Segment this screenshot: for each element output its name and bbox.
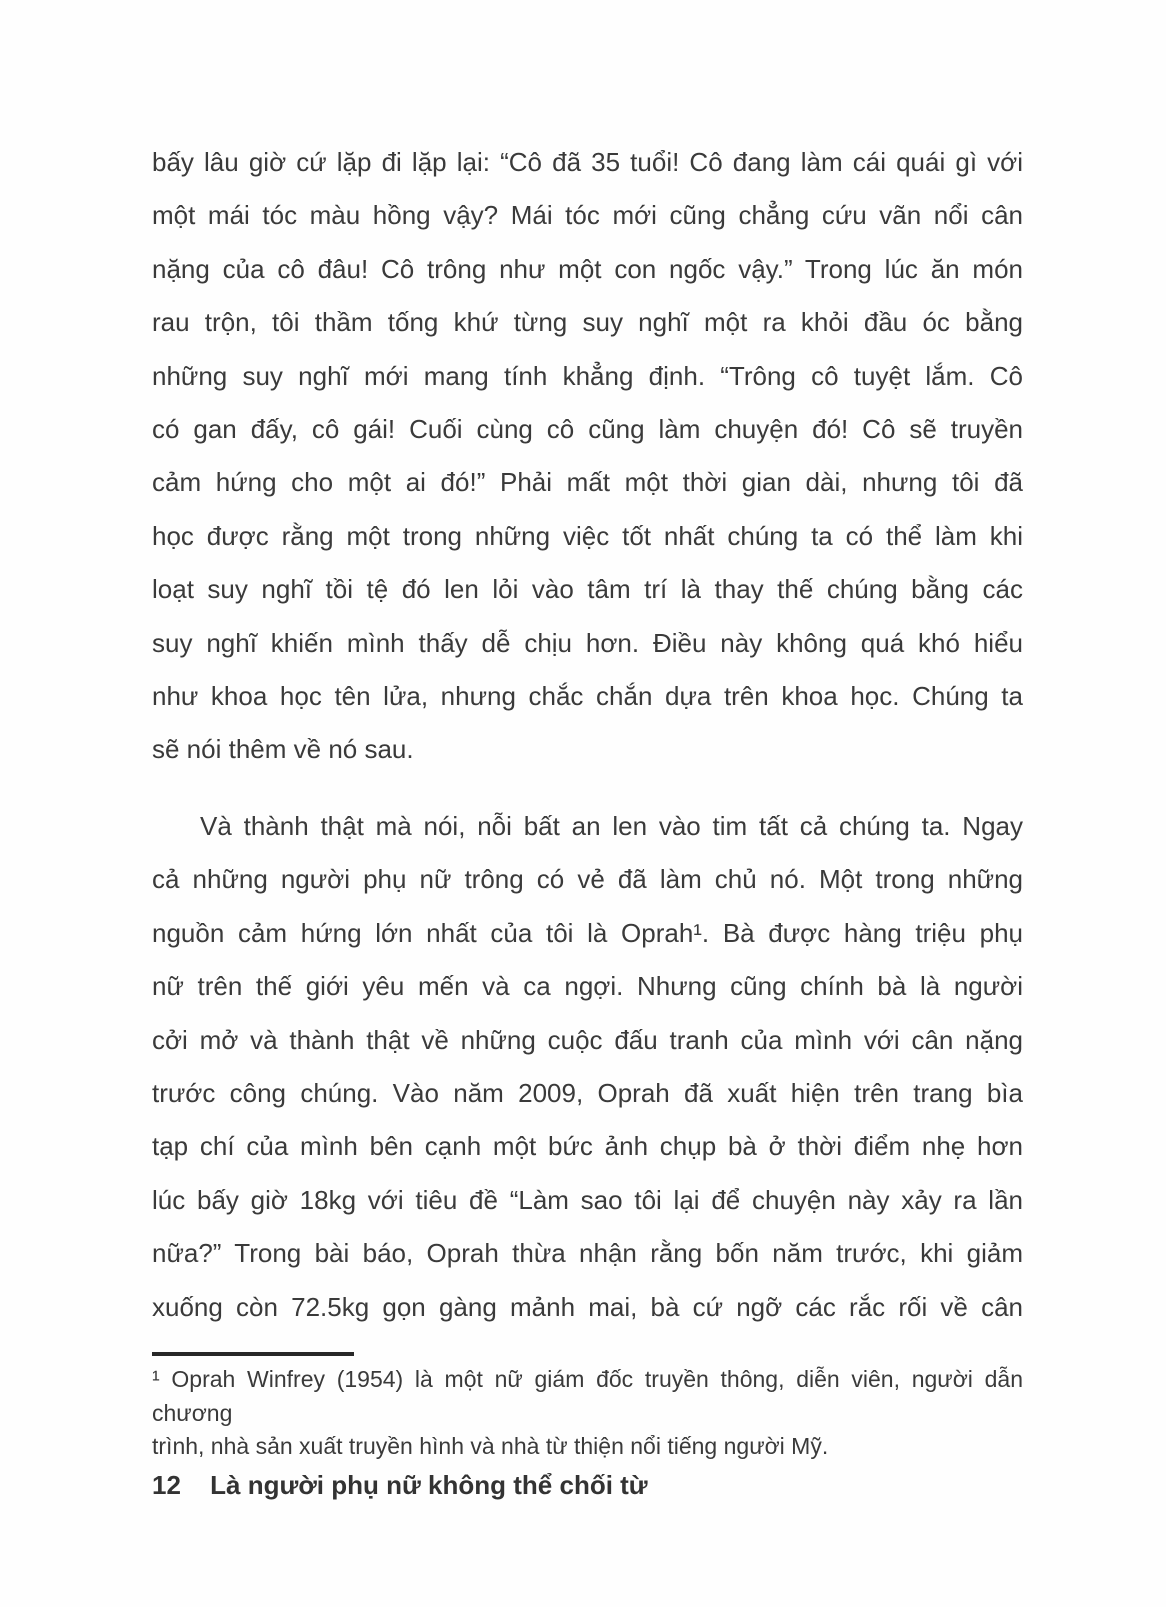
text-line: nặng của cô đâu! Cô trông như một con ngốc vậy.” Trong lúc ăn món <box>152 253 1023 284</box>
footnote-line: trình, nhà sản xuất truyền hình và nhà từ thiện nổi tiếng người Mỹ. <box>152 1433 829 1459</box>
page-footer <box>152 1468 1023 1502</box>
text-line: cảm hứng cho một ai đó!” Phải mất một thời gian dài, nhưng tôi đã <box>152 467 1023 498</box>
text-line: trước công chúng. Vào năm 2009, Oprah đã xuất hiện trên trang bìa <box>152 1077 1023 1108</box>
text-line: bấy lâu giờ cứ lặp đi lặp lại: “Cô đã 35 tuổi! Cô đang làm cái quái gì với <box>152 147 1023 177</box>
page-body <box>152 136 1023 1334</box>
text-line: cả những người phụ nữ trông có vẻ đã làm chủ nó. Một trong những <box>152 864 1023 895</box>
text-line: lúc bấy giờ 18kg với tiêu đề “Làm sao tôi lại để chuyện này xảy ra lần <box>152 1184 1023 1215</box>
footnote-separator <box>152 1352 354 1356</box>
text-line: như khoa học tên lửa, nhưng chắc chắn dựa trên khoa học. Chúng ta <box>152 681 1023 712</box>
footnote <box>152 1363 1023 1464</box>
text-line: rau trộn, tôi thầm tống khứ từng suy nghĩ một ra khỏi đầu óc bằng <box>152 307 1023 338</box>
text-line: cởi mở và thành thật về những cuộc đấu tranh của mình với cân nặng <box>152 1024 1023 1055</box>
text-line: xuống còn 72.5kg gọn gàng mảnh mai, bà cứ ngỡ các rắc rối về cân <box>152 1291 1023 1322</box>
text-line: suy nghĩ khiến mình thấy dễ chịu hơn. Điều này không quá khó hiểu <box>152 627 1023 658</box>
text-line: nguồn cảm hứng lớn nhất của tôi là Oprah¹. Bà được hàng triệu phụ <box>152 917 1023 948</box>
text-line: sẽ nói thêm về nó sau. <box>152 734 414 765</box>
text-line: tạp chí của mình bên cạnh một bức ảnh chụp bà ở thời điểm nhẹ hơn <box>152 1131 1023 1162</box>
page-number: 12 <box>152 1470 181 1500</box>
text-line: học được rằng một trong những việc tốt nhất chúng ta có thể làm khi <box>152 520 1023 551</box>
text-line: nữ trên thế giới yêu mến và ca ngợi. Nhưng cũng chính bà là người <box>152 971 1023 1002</box>
text-line: một mái tóc màu hồng vậy? Mái tóc mới cũng chẳng cứu vãn nổi cân <box>152 200 1023 231</box>
text-line: Và thành thật mà nói, nỗi bất an len vào tim tất cả chúng ta. Ngay <box>200 810 1023 841</box>
text-line: những suy nghĩ mới mang tính khẳng định. “Trông cô tuyệt lắm. Cô <box>152 360 1023 391</box>
paragraph-2 <box>152 800 1023 1334</box>
text-line: nữa?” Trong bài báo, Oprah thừa nhận rằng bốn năm trước, khi giảm <box>152 1238 1023 1269</box>
text-line: có gan đấy, cô gái! Cuối cùng cô cũng làm chuyện đó! Cô sẽ truyền <box>152 414 1023 445</box>
paragraph-1 <box>152 136 1023 777</box>
footnote-line: ¹ Oprah Winfrey (1954) là một nữ giám đốc truyền thông, diễn viên, người dẫn chương <box>152 1366 1023 1426</box>
running-book-title: Là người phụ nữ không thể chối từ <box>210 1470 648 1500</box>
text-line: loạt suy nghĩ tồi tệ đó len lỏi vào tâm trí là thay thế chúng bằng các <box>152 574 1023 605</box>
